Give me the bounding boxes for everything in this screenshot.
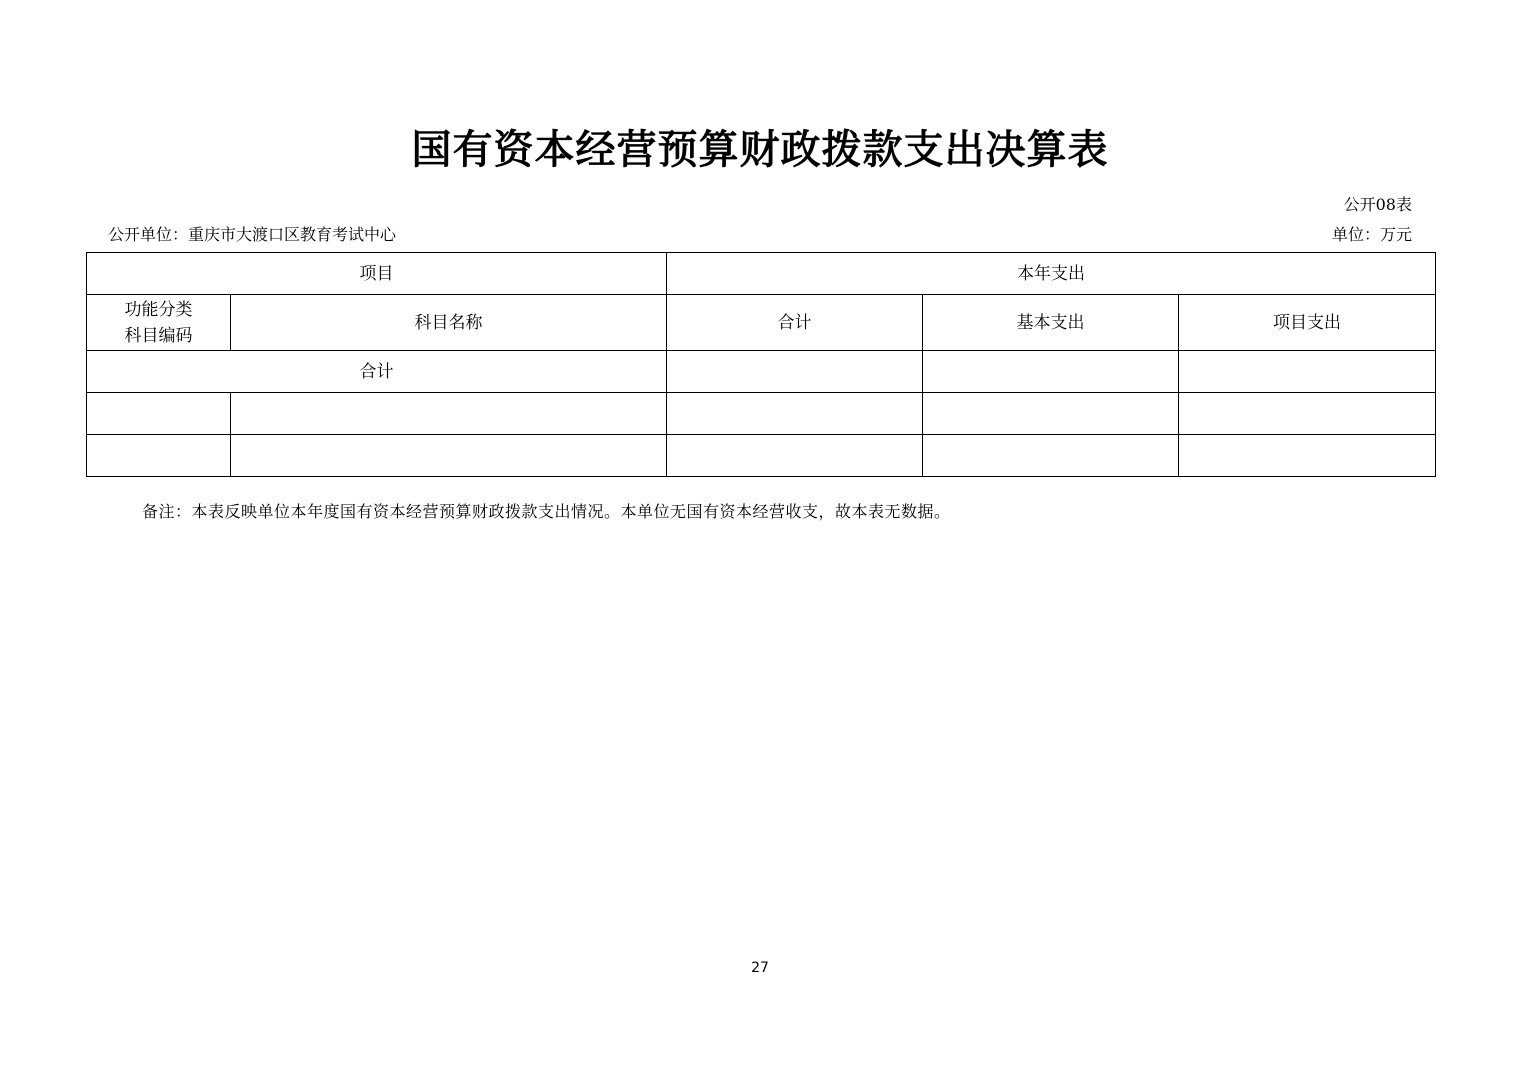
total-row-basic (923, 351, 1179, 393)
header-function-code-line1: 功能分类 (124, 299, 193, 320)
header-subject-name: 科目名称 (231, 295, 667, 351)
header-project-expenditure: 项目支出 (1179, 295, 1436, 351)
total-row-label: 合计 (87, 351, 667, 393)
footnote: 备注：本表反映单位本年度国有资本经营预算财政拨款支出情况。本单位无国有资本经营收支，故本表无数据。 (142, 502, 951, 521)
row-basic (923, 435, 1179, 477)
row-code (87, 435, 231, 477)
header-project: 项目 (87, 253, 667, 295)
table-row (87, 393, 1436, 435)
row-code (87, 393, 231, 435)
header-function-code (87, 295, 231, 351)
row-basic (923, 393, 1179, 435)
page-title: 国有资本经营预算财政拨款支出决算表 (411, 127, 1109, 173)
page-number: 27 (751, 960, 769, 976)
expenditure-table (86, 252, 1436, 477)
table-subheader-row (87, 295, 1436, 351)
table-header-row (87, 253, 1436, 295)
header-basic-expenditure: 基本支出 (923, 295, 1179, 351)
total-row (87, 351, 1436, 393)
header-current-year-expenditure: 本年支出 (667, 253, 1436, 295)
row-total (667, 435, 923, 477)
reporting-unit: 公开单位：重庆市大渡口区教育考试中心 (108, 225, 397, 244)
row-name (231, 435, 667, 477)
header-function-code-line2: 科目编码 (124, 325, 193, 346)
row-project (1179, 435, 1436, 477)
currency-unit: 单位：万元 (1331, 225, 1412, 244)
row-total (667, 393, 923, 435)
row-name (231, 393, 667, 435)
row-project (1179, 393, 1436, 435)
total-row-total (667, 351, 923, 393)
form-number: 公开08表 (1343, 195, 1412, 214)
table-row (87, 435, 1436, 477)
header-total: 合计 (667, 295, 923, 351)
total-row-project (1179, 351, 1436, 393)
